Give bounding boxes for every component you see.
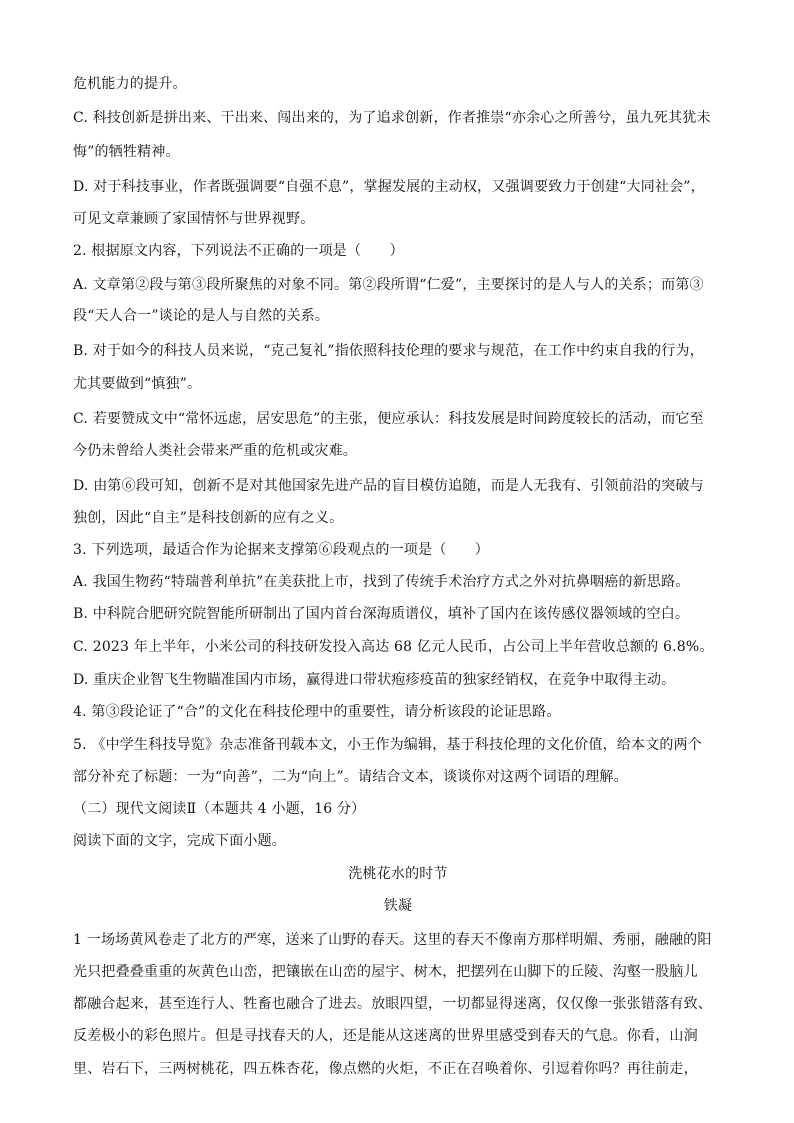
text-line: 今仍未曾给人类社会带来严重的危机或灾难。 (73, 443, 357, 459)
text-line: 尤其要做到“慎独”。 (73, 376, 202, 392)
text-line: 部分补充了标题：一为“向善”，二为“向上”。请结合文本，谈谈你对这两个词语的理解。 (73, 769, 628, 785)
question-2: 2. 根据原文内容，下列说法不正确的一项是（ ） (73, 243, 404, 259)
text-line: 悔”的牺牲精神。 (73, 144, 180, 160)
option-c-line: C. 科技创新是拼出来、干出来、闯出来的，为了追求创新，作者推崇“亦余心之所善兮，虽九死其犹未 (73, 110, 711, 126)
option-a-line: A. 文章第②段与第③段所聚焦的对象不同。第②段所谓“仁爱”，主要探讨的是人与人的关系；而第③ (73, 277, 704, 293)
instruction-line: 阅读下面的文字，完成下面小题。 (73, 833, 286, 849)
option-a-line: A. 我国生物药“特瑞普利单抗”在美获批上市，找到了传统手术治疗方式之外对抗鼻咽癌的新思路。 (73, 574, 690, 590)
text-line: 独创，因此“自主”是科技创新的应有之义。 (73, 510, 344, 526)
section-heading: （二）现代文阅读Ⅱ（本题共 4 小题，16 分） (73, 801, 366, 817)
question-3: 3. 下列选项，最适合作为论据来支撑第⑥段观点的一项是（ ） (73, 542, 490, 558)
paragraph-line: 光只把叠叠重重的灰黄色山峦，把镶嵌在山峦的屋宇、树木，把摆列在山脚下的丘陵、沟壑一股脑儿 (73, 964, 698, 980)
text-line: 段“天人合一”谈论的是人与自然的关系。 (73, 308, 330, 324)
option-c-line: C. 若要赞成文中“常怀远虑，居安思危”的主张，便应承认：科技发展是时间跨度较长的活动，而它至 (73, 411, 704, 427)
option-d-line: D. 重庆企业智飞生物瞄准国内市场，赢得进口带状疱疹疫苗的独家经销权，在竞争中取得主动。 (73, 672, 676, 688)
paragraph-line: 反差极小的彩色照片。但是寻找春天的人，还是能从这迷离的世界里感受到春天的气息。你看，山涧 (73, 1028, 698, 1044)
option-d-line: D. 由第⑥段可知，创新不是对其他国家先进产品的盲目模仿追随，而是人无我有、引领前沿的突破与 (73, 478, 704, 494)
paragraph-line: 1 一场场黄风卷走了北方的严寒，送来了山野的春天。这里的春天不像南方那样明媚、秀丽，融融的阳 (73, 932, 712, 948)
article-author: 铁凝 (383, 898, 413, 914)
article-title: 洗桃花水的时节 (348, 866, 448, 882)
text-line: 可见文章兼顾了家国情怀与世界视野。 (73, 211, 315, 227)
option-b-line: B. 对于如今的科技人员来说，“克己复礼”指依照科技伦理的要求与规范，在工作中约束自我的行为， (73, 343, 704, 359)
question-5: 5. 《中学生科技导览》杂志准备刊载本文，小王作为编辑，基于科技伦理的文化价值，给本文的两个 (73, 737, 703, 753)
option-b-line: B. 中科院合肥研究院智能所研制出了国内首台深海质谱仪，填补了国内在该传感仪器领域的空白。 (73, 606, 690, 622)
text-line: 危机能力的提升。 (73, 76, 187, 92)
option-d-line: D. 对于科技事业，作者既强调要“自强不息”，掌握发展的主动权，又强调要致力于创建“大同社会”， (73, 179, 705, 195)
paragraph-line: 里、岩石下，三两树桃花，四五株杏花，像点燃的火炬，不正在召唤着你、引逗着你吗？再往前走， (73, 1061, 698, 1077)
paragraph-line: 都融合起来，甚至连行人、牲畜也融合了进去。放眼四望，一切都显得迷离，仅仅像一张张错落有致、 (73, 996, 712, 1012)
question-4: 4. 第③段论证了“合”的文化在科技伦理中的重要性，请分析该段的论证思路。 (73, 704, 561, 720)
option-c-line: C. 2023 年上半年，小米公司的科技研发投入高达 68 亿元人民币，占公司上半年营收总额的 6.8%。 (73, 639, 714, 655)
